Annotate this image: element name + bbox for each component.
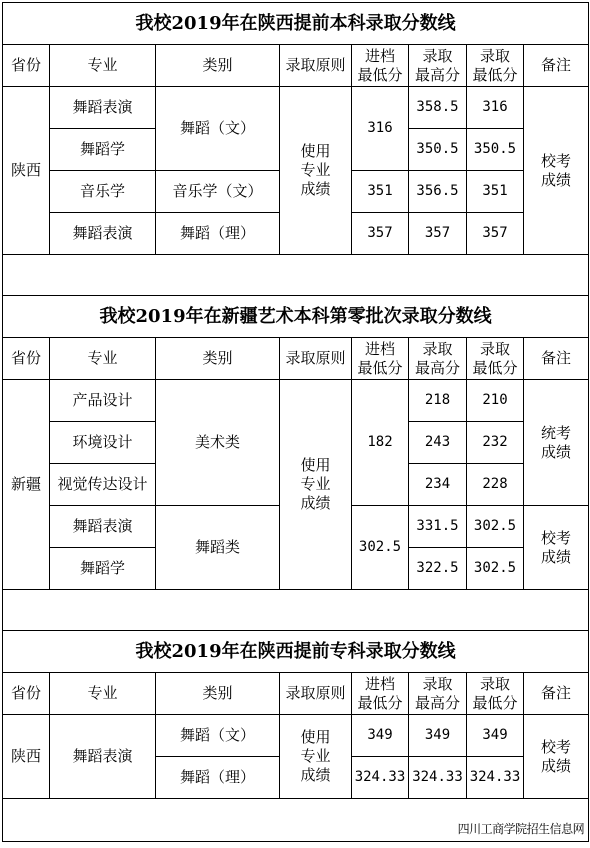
file-min-cell: 357 [352,213,409,255]
footer-watermark: 四川工商学院招生信息网 [457,822,585,836]
table-row [3,87,589,129]
section1-header-row [3,45,589,87]
principle-cell: 使用 专业 成绩 [280,715,352,799]
file-min-cell: 316 [352,87,409,171]
principle-cell: 使用 专业 成绩 [280,380,352,590]
major-cell: 舞蹈表演 [50,213,156,255]
section-spacer [3,255,589,296]
adm-min-cell: 350.5 [467,129,524,171]
header-adm-max: 录取 最高分 [409,338,467,380]
header-major: 专业 [50,673,156,715]
adm-max-cell: 218 [409,380,467,422]
table-row [3,380,589,422]
header-adm-max: 录取 最高分 [409,45,467,87]
adm-min-cell: 349 [467,715,524,757]
adm-min-cell: 210 [467,380,524,422]
section1-title: 我校2019年在陕西提前本科录取分数线 [3,3,589,45]
adm-min-cell: 324.33 [467,757,524,799]
header-principle: 录取原则 [280,338,352,380]
adm-min-cell: 351 [467,171,524,213]
major-cell: 环境设计 [50,422,156,464]
note-cell: 统考 成绩 [524,380,589,506]
header-adm-min: 录取 最低分 [467,338,524,380]
adm-max-cell: 331.5 [409,506,467,548]
header-adm-max: 录取 最高分 [409,673,467,715]
category-cell: 美术类 [156,380,280,506]
adm-max-cell: 357 [409,213,467,255]
adm-min-cell: 228 [467,464,524,506]
note-cell: 校考 成绩 [524,715,589,799]
adm-max-cell: 243 [409,422,467,464]
table-row [3,715,589,757]
header-note: 备注 [524,673,589,715]
header-note: 备注 [524,338,589,380]
file-min-cell: 349 [352,715,409,757]
major-cell: 视觉传达设计 [50,464,156,506]
major-cell: 舞蹈表演 [50,506,156,548]
section3-header-row [3,673,589,715]
file-min-cell: 302.5 [352,506,409,590]
principle-cell: 使用 专业 成绩 [280,87,352,255]
province-cell: 陕西 [3,715,50,799]
major-cell: 音乐学 [50,171,156,213]
category-cell: 音乐学（文） [156,171,280,213]
section3-title: 我校2019年在陕西提前专科录取分数线 [3,631,589,673]
note-cell: 校考 成绩 [524,87,589,255]
adm-min-cell: 232 [467,422,524,464]
header-category: 类别 [156,338,280,380]
category-cell: 舞蹈（文） [156,715,280,757]
section-spacer [3,590,589,631]
adm-max-cell: 349 [409,715,467,757]
major-cell: 舞蹈表演 [50,87,156,129]
header-province: 省份 [3,45,50,87]
score-table [2,2,589,842]
major-cell: 产品设计 [50,380,156,422]
header-principle: 录取原则 [280,673,352,715]
header-province: 省份 [3,673,50,715]
header-file-min: 进档 最低分 [352,45,409,87]
file-min-cell: 324.33 [352,757,409,799]
category-cell: 舞蹈（理） [156,757,280,799]
adm-max-cell: 234 [409,464,467,506]
category-cell: 舞蹈（理） [156,213,280,255]
header-adm-min: 录取 最低分 [467,45,524,87]
major-cell: 舞蹈学 [50,548,156,590]
header-note: 备注 [524,45,589,87]
header-file-min: 进档 最低分 [352,338,409,380]
category-cell: 舞蹈（文） [156,87,280,171]
adm-max-cell: 324.33 [409,757,467,799]
adm-max-cell: 356.5 [409,171,467,213]
file-min-cell: 182 [352,380,409,506]
section2-header-row [3,338,589,380]
header-adm-min: 录取 最低分 [467,673,524,715]
admission-score-sheet [2,2,588,842]
header-major: 专业 [50,338,156,380]
major-cell: 舞蹈学 [50,129,156,171]
header-province: 省份 [3,338,50,380]
footer-cell [3,799,589,842]
province-cell: 陕西 [3,87,50,255]
adm-min-cell: 357 [467,213,524,255]
province-cell: 新疆 [3,380,50,590]
category-cell: 舞蹈类 [156,506,280,590]
header-file-min: 进档 最低分 [352,673,409,715]
adm-min-cell: 302.5 [467,506,524,548]
header-category: 类别 [156,45,280,87]
adm-max-cell: 350.5 [409,129,467,171]
file-min-cell: 351 [352,171,409,213]
section2-title: 我校2019年在新疆艺术本科第零批次录取分数线 [3,296,589,338]
adm-max-cell: 322.5 [409,548,467,590]
adm-max-cell: 358.5 [409,87,467,129]
note-cell: 校考 成绩 [524,506,589,590]
header-major: 专业 [50,45,156,87]
adm-min-cell: 316 [467,87,524,129]
adm-min-cell: 302.5 [467,548,524,590]
header-principle: 录取原则 [280,45,352,87]
header-category: 类别 [156,673,280,715]
major-cell: 舞蹈表演 [50,715,156,799]
